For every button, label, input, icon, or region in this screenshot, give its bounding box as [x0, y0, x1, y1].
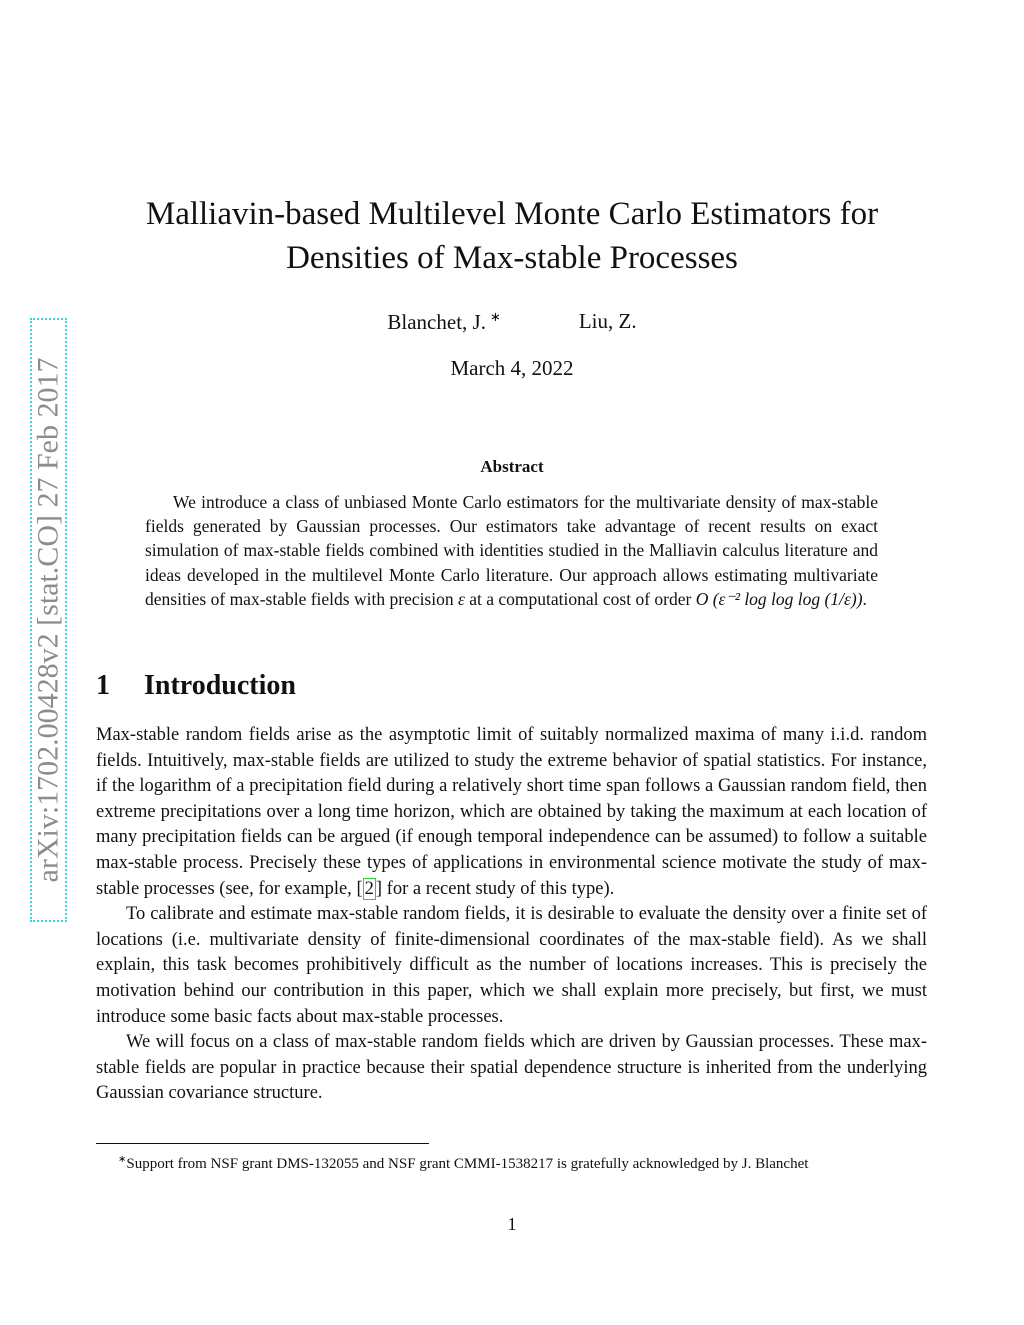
footnote-divider	[96, 1143, 429, 1144]
author-1	[387, 309, 500, 335]
title-line-2: Densities of Max-stable Processes	[286, 240, 738, 276]
introduction-body	[96, 723, 927, 1107]
author-1-name: Blanchet, J.	[387, 310, 486, 334]
arxiv-identifier: arXiv:1702.00428v2 [stat.CO] 27 Feb 2017	[31, 357, 65, 883]
abstract-heading: Abstract	[480, 457, 544, 476]
author-1-footnote-mark[interactable]: ∗	[489, 309, 501, 324]
arxiv-stamp[interactable]	[30, 318, 67, 922]
section-number: 1	[96, 670, 110, 701]
paragraph-1-text-end: for a recent study of this type).	[382, 878, 615, 899]
section-heading	[96, 670, 296, 702]
title-line-1: Malliavin-based Multilevel Monte Carlo Estimators for	[145, 196, 879, 232]
abstract-text	[145, 490, 878, 611]
citation-link[interactable]: 2	[364, 878, 374, 899]
paper-date: March 4, 2022	[450, 356, 574, 380]
paragraph-1: Max-stable random fields arise as the asymptotic limit of suitably normalized maxima of many i.i.d. random fields. Intuitively, max-stable fields are utilized to study the extreme behavior of spatial statistics. For instance, if the logarithm of a precipitation field during a relatively short time span follows a Gaussian random field, then extreme precipitations over a long time horizon, which are obtained by taking the maximum at each location of many precipitation fields can be argued (if enough temporal independence can be assumed) to follow a suitable max-stable process. Precisely these types of applications in environmental science motivate the study of max-stable processes (see, for example, [ 2 ] for a recent study of this type).	[96, 725, 927, 899]
paragraph-2: To calibrate and estimate max-stable random fields, it is desirable to evaluate the density over a finite set of locations (i.e. multivariate density of finite-dimensional coordinates of the max-stable field). As we shall explain, this task becomes prohibitively difficult as the number of locations increases. This is precisely the motivation behind our contribution in this paper, which we shall explain more precisely, but first, we must introduce some basic facts about max-stable processes.	[96, 904, 927, 1027]
paper-title	[0, 192, 1024, 280]
paragraph-1-text: Max-stable random fields arise as the asymptotic limit of suitably normalized maxima of many i.i.d. random fields. Intuitively, max-stable fields are utilized to study the extreme behavior of spatial statistics. For instance, if the logarithm of a precipitation field during a relatively short time span follows a Gaussian random field, then extreme precipitations over a long time horizon, which are obtained by taking the maximum at each location of many precipitation fields can be argued (if enough temporal independence can be assumed) to follow a suitable max-stable process. Precisely these types of applications in environmental science motivate the study of max-stable processes (see, for example,	[96, 725, 927, 899]
footnote-text: Support from NSF grant DMS-132055 and NSF grant CMMI-1538217 is gratefully acknowledged by J. Blanchet	[126, 1156, 809, 1172]
paragraph-3: We will focus on a class of max-stable random fields which are driven by Gaussian processes. These max-stable fields are popular in practice because their spatial dependence structure is inherited from the underlying Gaussian covariance structure.	[96, 1032, 927, 1104]
author-list	[0, 309, 1024, 335]
cost-expression: O (ε⁻² log log log (1/ε))	[695, 588, 863, 609]
footnote	[118, 1150, 938, 1174]
epsilon-symbol: ε	[457, 588, 465, 609]
footnote-mark: ∗	[118, 1154, 127, 1165]
abstract-text-cost: at a computational cost of order	[464, 588, 696, 609]
author-2: Liu, Z.	[578, 309, 637, 333]
abstract-text-main: We introduce a class of unbiased Monte Carlo estimators for the multivariate density of max-stable fields generated by Gaussian processes. Our estimators take advantage of recent results on exact simulation of max-stable fields combined with identities studied in the Malliavin calculus literature and ideas developed in the multilevel Monte Carlo literature. Our approach allows estimating multivariate densities of max-stable fields with precision	[145, 492, 878, 609]
section-title: Introduction	[144, 670, 296, 701]
abstract-text-end: .	[862, 588, 867, 609]
page-number: 1	[507, 1214, 517, 1234]
